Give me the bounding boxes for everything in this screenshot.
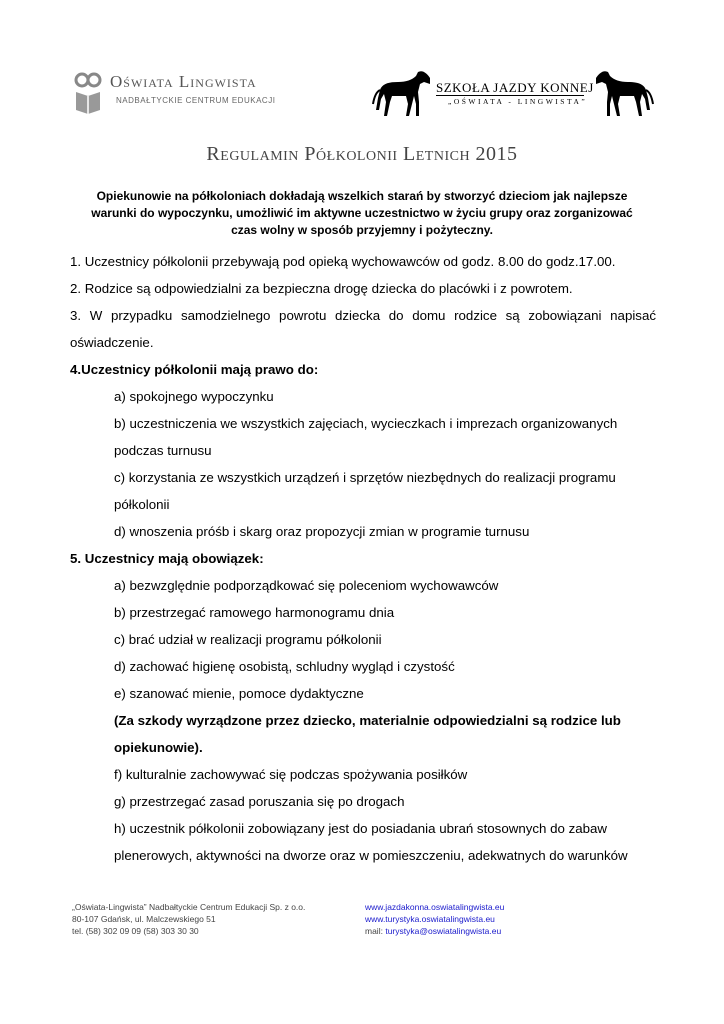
rule-1: 1. Uczestnicy półkolonii przebywają pod opieką wychowawców od godz. 8.00 do godz.17.00. xyxy=(70,254,616,269)
liability-note-continued: opiekunowie). xyxy=(114,740,203,755)
rule-3-continued: oświadczenie. xyxy=(70,335,154,350)
page-header xyxy=(0,0,724,130)
duty-item-continued: plenerowych, aktywności na dworze oraz w pomieszczeniu, adekwatnych do warunków xyxy=(114,848,628,863)
duties-heading: 5. Uczestnicy mają obowiązek: xyxy=(70,551,264,566)
website-link-turystyka[interactable]: www.turystyka.oswiatalingwista.eu xyxy=(365,914,495,924)
duty-item: g) przestrzegać zasad poruszania się po drogach xyxy=(114,794,405,809)
rule-2: 2. Rodzice są odpowiedzialni za bezpieczna drogę dziecka do placówki i z powrotem. xyxy=(70,281,573,296)
right-item: d) wnoszenia próśb i skarg oraz propozycji zmian w programie turnusu xyxy=(114,524,530,539)
oswiata-lingwista-logo xyxy=(74,70,294,115)
footer-company: „Oświata-Lingwista” Nadbałtyckie Centrum Edukacji Sp. z o.o. xyxy=(72,902,306,912)
rule-3: 3. W przypadku samodzielnego powrotu dziecka do domu rodzice są zobowiązani napisać xyxy=(70,308,656,323)
rights-heading: 4.Uczestnicy półkolonii mają prawo do: xyxy=(70,362,319,377)
duty-item: d) zachować higienę osobistą, schludny wygląd i czystość xyxy=(114,659,455,674)
liability-note: (Za szkody wyrządzone przez dziecko, materialnie odpowiedzialni są rodzice lub xyxy=(114,713,621,728)
duty-item: f) kulturalnie zachowywać się podczas spożywania posiłków xyxy=(114,767,468,782)
duty-item: c) brać udział w realizacji programu półkolonii xyxy=(114,632,382,647)
logo-divider xyxy=(436,95,584,96)
footer-phone: tel. (58) 302 09 09 (58) 303 30 30 xyxy=(72,926,199,936)
right-logo-name: SZKOŁA JAZDY KONNEJ xyxy=(436,80,594,95)
right-item-continued: podczas turnusu xyxy=(114,443,212,458)
footer-company-info xyxy=(72,901,372,937)
right-item: c) korzystania ze wszystkich urządzeń i sprzętów niezbędnych do realizacji programu xyxy=(114,470,616,485)
footer-address: 80-107 Gdańsk, ul. Malczewskiego 51 xyxy=(72,914,216,924)
duty-item: b) przestrzegać ramowego harmonogramu dnia xyxy=(114,605,395,620)
email-link[interactable]: turystyka@oswiatalingwista.eu xyxy=(385,926,502,936)
duty-item: h) uczestnik półkolonii zobowiązany jest do posiadania ubrań stosownych do zabaw xyxy=(114,821,608,836)
mail-label: mail: xyxy=(365,926,383,936)
website-link-jazda[interactable]: www.jazdakonna.oswiatalingwista.eu xyxy=(365,902,505,912)
regulations-body xyxy=(70,248,656,869)
szkola-jazdy-konnej-logo xyxy=(372,66,658,122)
left-logo-subtitle: NADBAŁTYCKIE CENTRUM EDUKACJI xyxy=(116,96,276,105)
owl-book-icon xyxy=(74,70,102,114)
right-item: b) uczestniczenia we wszystkich zajęciach, wycieczkach i imprezach organizowanych xyxy=(114,416,618,431)
footer-mail-line xyxy=(365,925,665,937)
duty-item: a) bezwzględnie podporządkować się poleceniom wychowawców xyxy=(114,578,499,593)
right-item: a) spokojnego wypoczynku xyxy=(114,389,274,404)
duty-item: e) szanować mienie, pomoce dydaktyczne xyxy=(114,686,364,701)
intro-paragraph: Opiekunowie na półkoloniach dokładają wszelkich starań by stworzyć dzieciom jak najlepsze warunki do wypoczynku, umożliwić im aktywne uczestnictwo w życiu grupy oraz zorganizować czas wolny w sposób przyjemny i pożyteczny. xyxy=(91,189,633,237)
document-title: Regulamin Półkolonii Letnich 2015 xyxy=(206,143,518,165)
left-logo-name: Oświata Lingwista xyxy=(110,72,257,91)
footer-links xyxy=(365,901,665,937)
right-item-continued: półkolonii xyxy=(114,497,170,512)
right-logo-subtitle: „OŚWIATA - LINGWISTA” xyxy=(448,97,588,106)
horse-icon xyxy=(592,68,654,120)
horse-icon xyxy=(372,68,434,120)
